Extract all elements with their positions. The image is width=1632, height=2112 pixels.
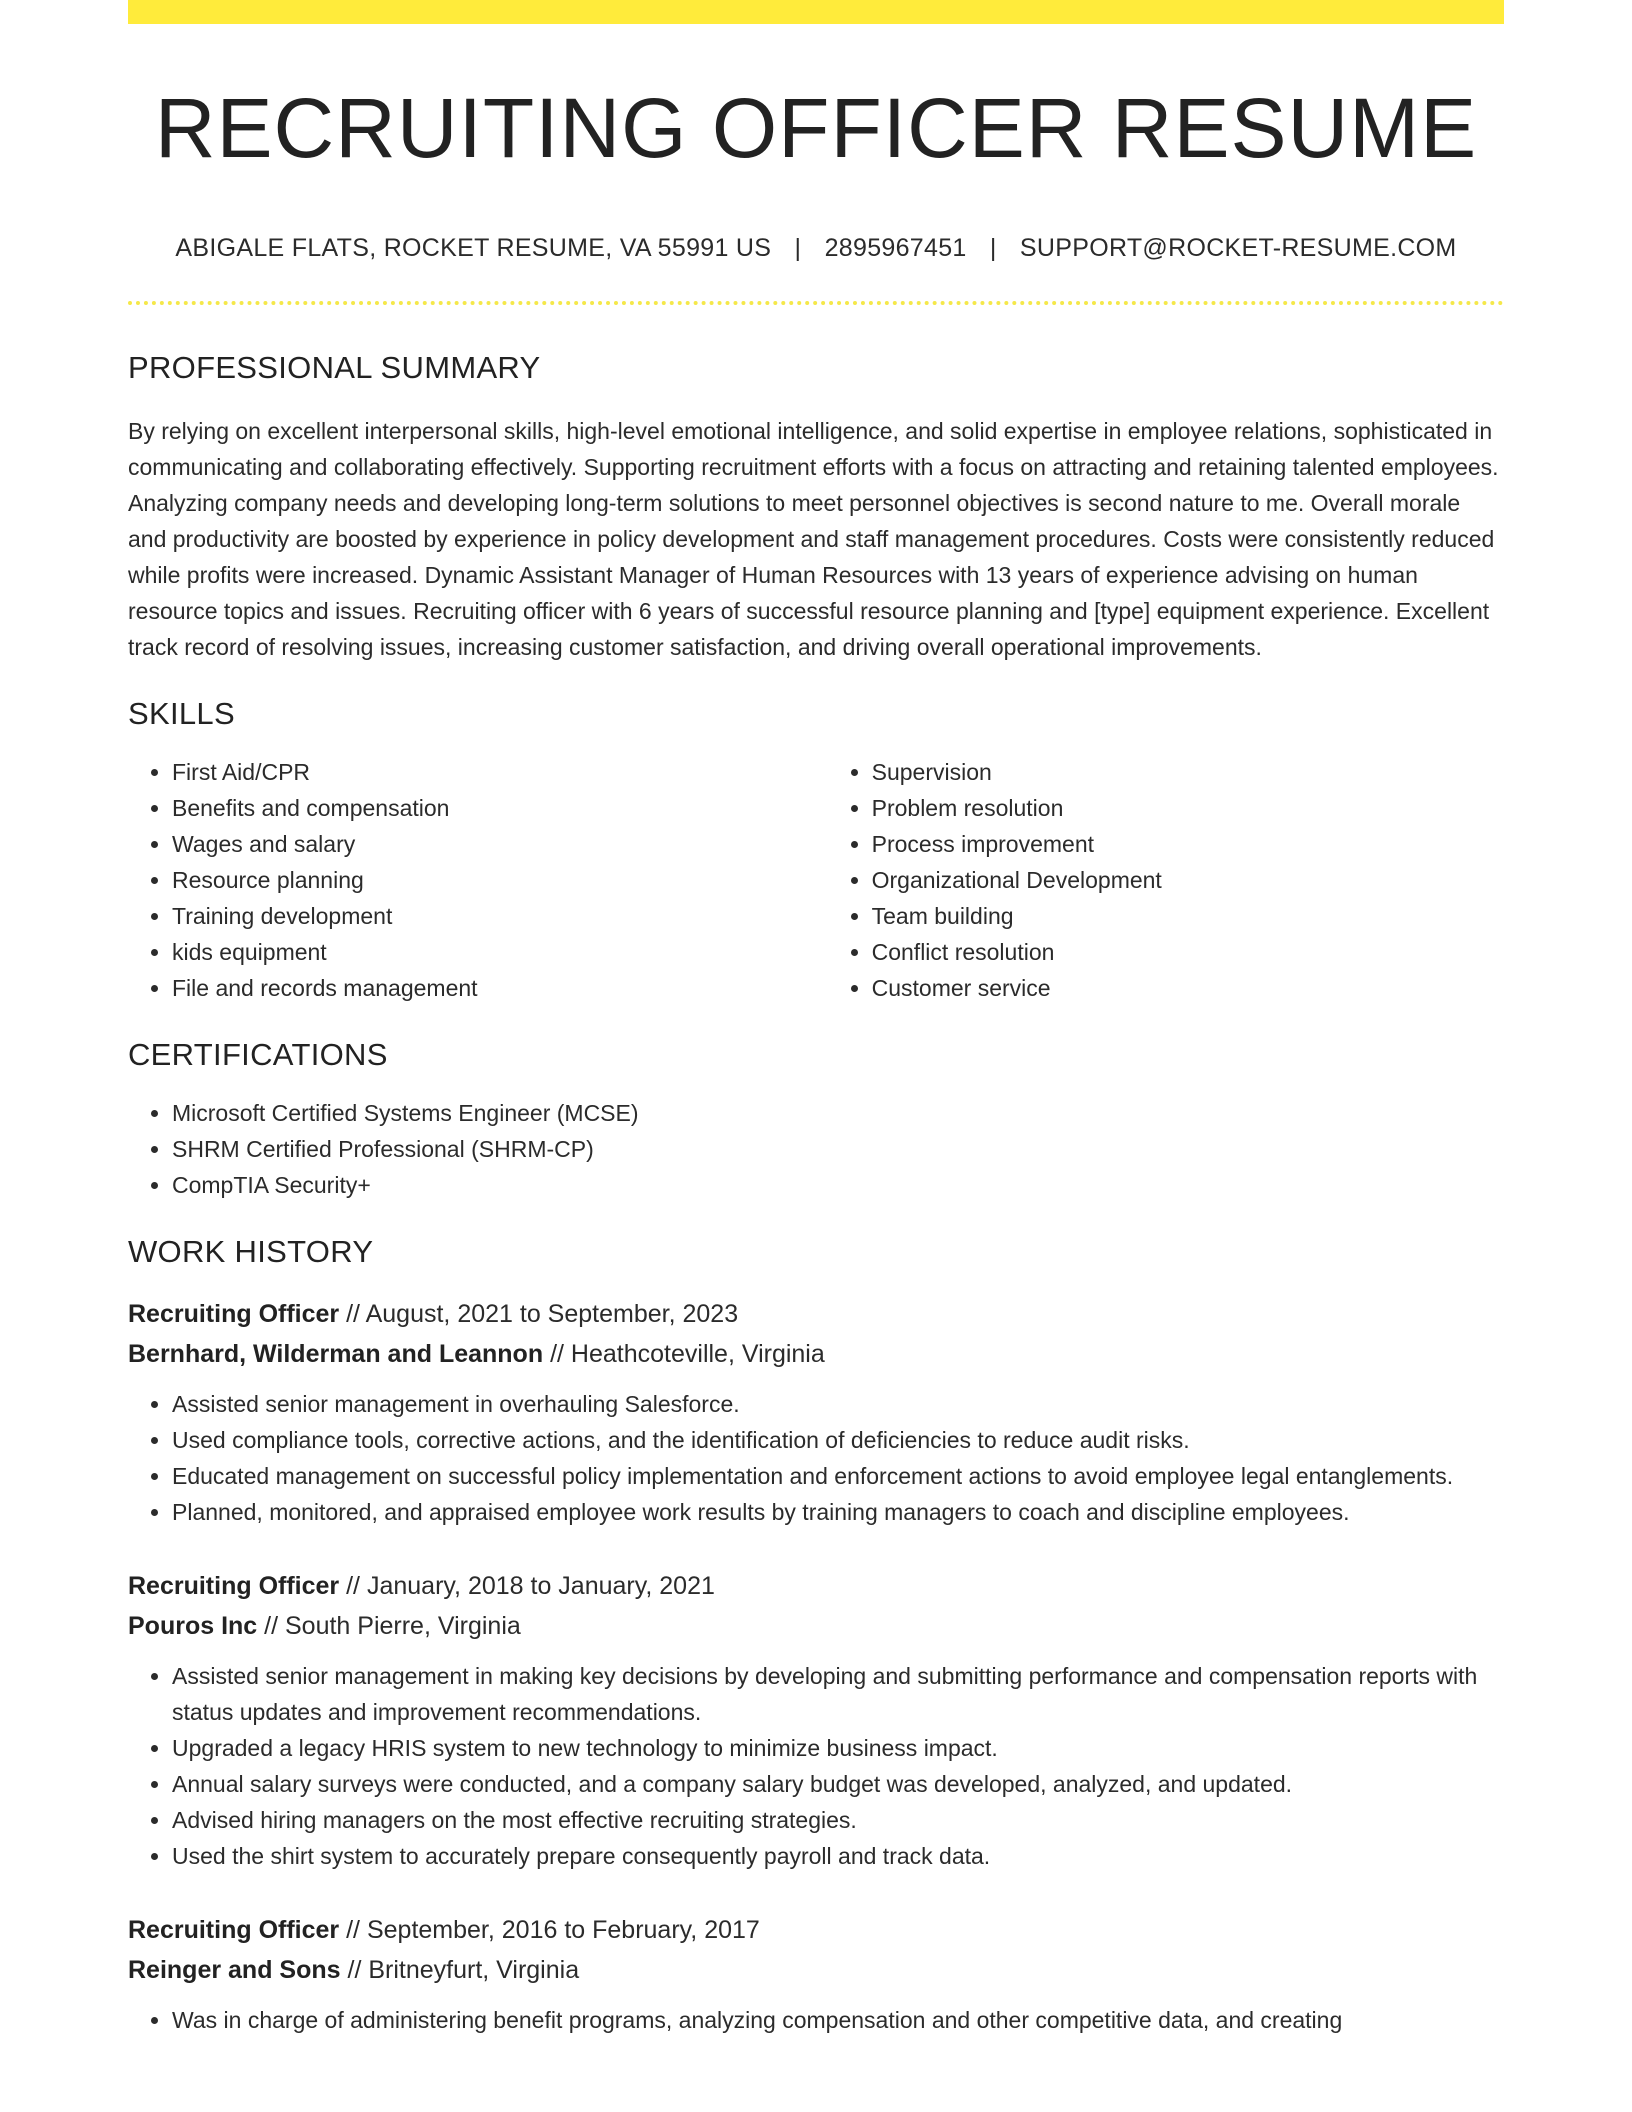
work-history-heading: WORK HISTORY (128, 1233, 374, 1269)
job-bullet: • Used the shirt system to accurately prepare consequently payroll and track data. (172, 1838, 1504, 1874)
skill-item: • kids equipment (172, 934, 828, 970)
summary-section (128, 349, 1504, 664)
job-title-line (128, 1294, 1504, 1334)
job-location: Britneyfurt, Virginia (368, 1956, 580, 1985)
resume-title: RECRUITING OFFICER RESUME (154, 81, 1478, 175)
job-title-line (128, 1566, 1504, 1606)
job-entry (128, 1910, 1504, 2038)
contact-email: SUPPORT@ROCKET-RESUME.COM (1019, 234, 1457, 263)
contact-line (128, 234, 1504, 263)
job-bullet: • Upgraded a legacy HRIS system to new technology to minimize business impact. (172, 1730, 1504, 1766)
job-bullet: • Assisted senior management in making key decisions by developing and submitting performance and compensation reports with status updates and improvement recommendations. (172, 1658, 1504, 1730)
contact-phone: 2895967451 (824, 234, 967, 263)
certifications-heading: CERTIFICATIONS (128, 1036, 388, 1072)
contact-separator: | (794, 234, 802, 263)
job-entry (128, 1294, 1504, 1530)
job-bullet: • Planned, monitored, and appraised employee work results by training managers to coach and discipline employees. (172, 1494, 1504, 1530)
job-company-line (128, 1950, 1504, 1990)
job-title: Recruiting Officer (128, 1916, 340, 1945)
job-bullet: • Advised hiring managers on the most effective recruiting strategies. (172, 1802, 1504, 1838)
skill-item: • Wages and salary (172, 826, 828, 862)
job-location: Heathcoteville, Virginia (570, 1340, 825, 1369)
job-bullets (128, 2002, 1504, 2038)
skill-item: • Conflict resolution (872, 934, 1504, 970)
job-dates: August, 2021 to September, 2023 (365, 1300, 739, 1329)
job-entry (128, 1566, 1504, 1874)
skills-heading: SKILLS (128, 695, 235, 731)
job-title: Recruiting Officer (128, 1300, 340, 1329)
skill-item: • Resource planning (172, 862, 828, 898)
job-separator: // (346, 1300, 361, 1329)
job-separator: // (550, 1340, 564, 1369)
dotted-divider (128, 301, 1504, 305)
job-bullet: • Educated management on successful policy implementation and enforcement actions to avoid employee legal entanglements. (172, 1458, 1504, 1494)
skill-item: • Supervision (872, 754, 1504, 790)
work-history-section (128, 1233, 1504, 2038)
certification-item: • SHRM Certified Professional (SHRM-CP) (172, 1131, 1504, 1167)
job-company: Bernhard, Wilderman and Leannon (128, 1340, 544, 1369)
skill-item: • Benefits and compensation (172, 790, 828, 826)
certification-item: • Microsoft Certified Systems Engineer (MCSE) (172, 1095, 1504, 1131)
certifications-list (128, 1095, 1504, 1203)
job-dates: September, 2016 to February, 2017 (366, 1916, 760, 1945)
accent-bar (128, 0, 1504, 24)
job-separator: // (346, 1572, 361, 1601)
job-location: South Pierre, Virginia (285, 1612, 521, 1641)
job-company-line (128, 1334, 1504, 1374)
job-separator: // (264, 1612, 279, 1641)
job-bullet: • Assisted senior management in overhauling Salesforce. (172, 1386, 1504, 1422)
skill-item: • Problem resolution (872, 790, 1504, 826)
skill-item: • Process improvement (872, 826, 1504, 862)
skill-item: • Customer service (872, 970, 1504, 1006)
summary-heading: PROFESSIONAL SUMMARY (128, 350, 541, 386)
skills-columns (128, 754, 1504, 1006)
job-separator: // (346, 1916, 361, 1945)
skill-item: • Organizational Development (872, 862, 1504, 898)
job-company: Reinger and Sons (128, 1956, 341, 1985)
job-title-line (128, 1910, 1504, 1950)
certifications-section (128, 1036, 1504, 1203)
job-dates: January, 2018 to January, 2021 (366, 1572, 715, 1601)
job-bullets (128, 1386, 1504, 1530)
job-bullet: • Used compliance tools, corrective actions, and the identification of deficiencies to reduce audit risks. (172, 1422, 1504, 1458)
resume-page (128, 0, 1504, 2038)
skills-right-list (828, 754, 1504, 1006)
job-bullet: • Annual salary surveys were conducted, and a company salary budget was developed, analyzed, and updated. (172, 1766, 1504, 1802)
job-bullet: • Was in charge of administering benefit programs, analyzing compensation and other competitive data, and creating (172, 2002, 1504, 2038)
contact-separator: | (989, 234, 997, 263)
skill-item: • Training development (172, 898, 828, 934)
skills-section (128, 695, 1504, 1006)
job-title: Recruiting Officer (128, 1572, 340, 1601)
job-company-line (128, 1606, 1504, 1646)
contact-address: ABIGALE FLATS, ROCKET RESUME, VA 55991 US (175, 234, 772, 263)
job-separator: // (347, 1956, 362, 1985)
certification-item: • CompTIA Security+ (172, 1167, 1504, 1203)
skill-item: • File and records management (172, 970, 828, 1006)
job-company: Pouros Inc (128, 1612, 258, 1641)
skill-item: • First Aid/CPR (172, 754, 828, 790)
summary-text: By relying on excellent interpersonal skills, high-level emotional intelligence, and solid expertise in employee relations, sophisticated in communicating and collaborating effectively. Supporting recruitment efforts with a focus on attracting and retaining talented employees. Analyzing company needs and developing long-term solutions to meet personnel objectives is second nature to me. Overall morale and productivity are boosted by experience in policy development and staff management procedures. Costs were consistently reduced while profits were increased. Dynamic Assistant Manager of Human Resources with 13 years of experience advising on human resource topics and issues. Recruiting officer with 6 years of successful resource planning and [type] equipment experience. Excellent track record of resolving issues, increasing customer satisfaction, and driving overall operational improvements. (128, 417, 1499, 660)
skill-item: • Team building (872, 898, 1504, 934)
skills-left-list (128, 754, 828, 1006)
job-bullets (128, 1658, 1504, 1874)
